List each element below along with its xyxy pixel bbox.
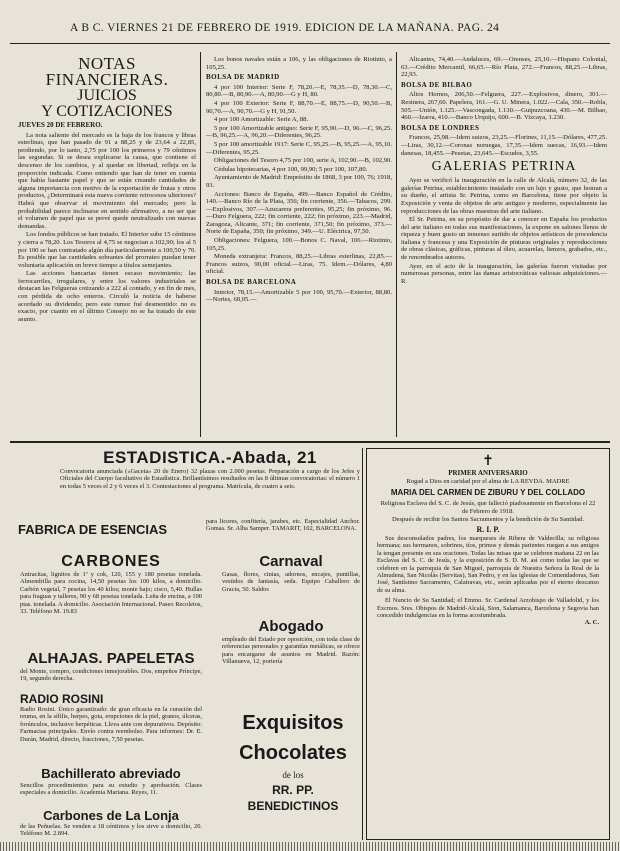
ad-alhajas (20, 650, 202, 690)
section-head-madrid: BOLSA DE MADRID (206, 73, 280, 82)
ad-text: empleado del Estado por oposición, con toda clase de referencias personales y garantías metálicas, se ofrece para encargarse de asuntos en Madrid. Razón: Villanueva, 12, portería (222, 636, 360, 666)
title-juicios: JUICIOS (77, 87, 137, 104)
quote-line: Interior, 78,15.—Amortizable 5 por 100, 95,70.—Exterior, 88,80.—Nortes, 68,05.— (206, 288, 392, 304)
esquela-name: MARIA DEL CARMEN DE ZIBURU Y DEL COLLADO (390, 488, 586, 497)
ad-chocolates (226, 702, 360, 840)
column-financial-notes (18, 56, 196, 436)
esquela-head: PRIMER ANIVERSARIO (448, 469, 528, 477)
page-header: A B C. VIERNES 21 DE FEBRERO DE 1919. EDICION DE LA MAÑANA. PAG. 24 (70, 22, 500, 34)
ad-text: Sencillos procedimientos para su estudio y aprobación. Clases especiales a domicilio. Academia Mariana. Reyes, 11. (20, 782, 202, 797)
ad-text: Antracitas, lignitos de 1ª y cok, 120, 155 y 180 pesetas tonelada. Almendrilla para cocina, 14,50 pesetas los 100 kilos, a domicilio. Carbón vegetal, 7 pesetas los 40 kilos; monte bajo; cisco, 5,40. Hullas para fraguas y talleres, 90 y 68 pesetas tonelada. Leña de encina, a 100 ptas. tonelada. A domicilio. Asociación Internacional. Paseo Recoletos, 33. Teléfono M. 19.83 (20, 571, 202, 616)
ad-title: FABRICA DE ESENCIAS (18, 522, 168, 537)
paragraph: Ayer, en el acto de la inauguración, las galerías fueron visitadas por numerosas personas, entre las damas aristocráticas valiosas adquisiciones.—R. (401, 262, 607, 285)
section-rule (10, 441, 610, 443)
scan-border (0, 842, 620, 851)
esquela-head: Rogad a Dios en caridad por el alma de LA REVDA. MADRE (406, 478, 570, 485)
quote-line: 5 por 100 amortizable 1917: Serie C, 95,25.—B, 95,25.—A, 95,10.—Diferentes, 95,25. (206, 140, 392, 156)
quote-line: Ayuntamiento de Madrid: Empréstito de 1868, 3 por 100, 76; 1918, 93. (206, 174, 392, 189)
section-head-londres: BOLSA DE LONDRES (401, 123, 480, 132)
paragraph: Ayer se verificó la inauguración en la calle de Alcalá, número 32, de las galerías Petrina, establecimiento instalado con un lujo y gusto, que honran a su dueño, el artista Sr. Petrina, como en Barcelona, tiene por objeto la Exposición y venta de objetos de arte antiguo y moderno, especialmente las reproducciones de las obras maestras del arte italiano. (401, 177, 607, 215)
paragraph: La nota saliente del mercado es la baja de los francos y libras esterlinas, que han pasado de 91 a 88,25 y de 23,64 a 22,85, perdiendo, por lo tanto, 2,75 por 100 los primeros y 79 céntimos las segundas. Si se desea explicarse la causa, que contiene el descenso de los cambios, y al quedar en libertad, refleja en la proporción indicada. Como entiendo que han de tener en cuenta que había bastante papel y que se están creando cantidades de alguna importancia con motivo de la exportación de frutas y otros productos, ¿Determinará esta nueva corriente retrocesos ulteriores? Habrá que observar el movimiento del mercado; pero la probabilidad parece inclinarse en sentido afirmativo, a no ser que el volumen de papel que se prevé quede neutralizado con nuevas demandas. (18, 131, 196, 230)
paragraph: Los bonos navales están a 106, y las obligaciones de Riotinto, a 105,25. (206, 56, 392, 71)
ad-esencias (18, 516, 360, 550)
ad-title: Carnaval (259, 553, 323, 570)
esquela-head: Religiosa Esclava del S. C. de Jesús, que falleció piadosamente en Barcelona el 22 de Febrero de 1918. (380, 500, 596, 515)
ad-bachillerato (20, 766, 202, 804)
ad-title: Abogado (258, 618, 324, 635)
title-galerias-petrina: GALERIAS PETRINA (431, 159, 577, 175)
header-rule (10, 43, 610, 44)
column-divider (200, 52, 201, 437)
quote-line: Obligaciones: Felguera, 100.—Bonos C. Naval, 106.—Riotinto, 105,25. (206, 237, 392, 252)
quote-line: Francos, 25,98.—Idem suizos, 23,25.—Florines, 11,15.—Dólares, 477,25.—Liras, 30,12.—Coronas noruegas, 17,35.—Idem suecas, 16,93.—Idem danesas, 18,455.—Pesetas, 23,645.—Escudos, 3,55. (401, 134, 607, 157)
ad-line: Exquisitos (242, 712, 344, 734)
quote-line: Acciones: Banco de España, 499.—Banco Español de Crédito, 140.—Banco Río de la Plata, 356; fin corriente, 356.—Tabacos, 299.—Explosivos, 307.—Azucarera preferentes, 95,25; fin próximo, 96.—Duro Felguera, 222; fin corriente, 222; fin próximo, 223.—Madrid, Zaragoza, Alicante, 371; fin corriente, 371,50; fin próximo, 373.—Norte de España, 350; fin próximo, 349.—U. Eléctrica, 97,50. (206, 190, 392, 236)
ad-text: del Monte, compro, condiciones inmejorables. Dos, empeños Príncipe, 19, segundo derecha. (20, 668, 202, 683)
quote-line: Cédulas hipotecarias, 4 por 100, 99,90; 5 por 100, 107,80. (214, 165, 368, 173)
ad-line: Chocolates (239, 742, 347, 764)
ad-carbones-lonja (20, 808, 202, 840)
ad-title: Bachillerato abreviado (41, 766, 181, 781)
quote-line: 4 por 100 Exterior: Serie F, 88,70.—E, 88,75.—D, 90,50.—B, 90,70.—A, 90,70.—G y H, 91,50. (206, 99, 392, 115)
esquela-rip: R. I. P. (476, 525, 500, 534)
column-bolsa-madrid (206, 56, 392, 436)
title-notas-financieras: NOTAS FINANCIERAS. (45, 56, 169, 89)
quote-line: Obligaciones del Tesoro 4,75 por 100, serie A, 102,90.—B, 102,90. (214, 157, 392, 165)
quote-line: 4 por 100 Interior: Serie F, 78,20.—E, 78,35.—D, 78,30.—C, 80,80.—B, 80,90.—A, 80,90.—G y H, 80. (206, 83, 392, 99)
ad-text: Radio Rosini. Único garantizado: de gran eficacia en la curación del reuma, en la sífilis, herpes, gota, erupciones de la piel, granos, úlceras, forúnculos, inclusive herpéticas. Lleva ante con depurativos. Depósito: Farmacias principales. Envío contra reembolso. Para informes: Dr. E. Durán, Madrid, directo, fracciones, 7,50 pesetas. (20, 706, 202, 743)
quote-line: Moneda extranjera: Francos, 88,25.—Libras esterlinas, 22,85.—Francos suizos, 90,00 oficial.—Liras, 75. Idem.—Dólares, 4,80 oficial. (206, 253, 392, 276)
quote-line: 4 por 100 Amortizable: Serie A, 88. (214, 116, 309, 124)
ad-carnaval (222, 553, 360, 613)
esquela-head: Después de recibir los Santos Sacramentos y la bendición de Su Santidad. (391, 516, 585, 523)
ad-title: Carbones de La Lonja (43, 808, 179, 823)
ad-text: Gasas, flores, cintas, adornos, encajes, puntillas, vestidos de fantasía, seda. Equipo Caballero de Gracia, 50. Saldos (222, 571, 360, 593)
paragraph: Los fondos públicos se han tratado. El Interior sube 15 céntimos y cierra a 78,20. Los Tesoros al 4,75 se negocian a 102,90; los al 5 por 100 se han contratado algún día particularmente a 100,50 y 70. Es posible que las cantidades sobrantes del prorrateo puedan tener voluntaria aplicación en breve tiempo a títulos semejantes. (18, 231, 196, 269)
cross-icon: ✝ (482, 454, 494, 469)
ad-line: de los (282, 770, 304, 780)
paragraph: El Sr. Petrina, en su propósito de dar a conocer en España los productos del arte italiano en todas sus manifestaciones, la expone en salones llenos de riqueza y buen gusto un inmenso surtido de objetos artísticos de procedencia italiana y francesa y una Exposición de pinturas originales y reproducciones de obras clásicas, gráficas, pinturas al óleo, acuarelas, lienzos, grabados, etc., de renombrados autores. (401, 216, 607, 262)
title-cotizaciones: Y COTIZACIONES (41, 103, 173, 120)
ad-esquela (366, 448, 610, 840)
quote-line: Alicantes, 74,40.—Andaluces, 69.—Orenses, 25,10.—Hispano Colonial, 63.—Crédito Mercantil, 66,65.—Río Plata, 272.—Francos, 88,25.—Libras, 22,93. (401, 56, 607, 79)
ad-title: RADIO ROSINI (20, 692, 104, 706)
ad-line: RR. PP. BENEDICTINOS (247, 783, 339, 813)
quote-line: Altos Hornos, 206,50.—Felguera, 227.—Explosivos, dinero, 301.—Resinera, 267,60. Papelera, 161.—G. U. Minera, 1.022.—Cala, 350.—Robla, 505.—Unión, 1.125.—Vascongada, 1.130.—Guipuzcoana, 430.—M. Bilbao, 460.—Izarra, 410.—Banco Urquijo, 600.—B. Vizcaya, 1.230. (401, 91, 607, 122)
ad-radio-rosini (20, 692, 202, 762)
section-head-bilbao: BOLSA DE BILBAO (401, 80, 473, 89)
paragraph: Las acciones bancarias tienen escaso movimiento; las ferrocarriles, irregulares, y entre los valores industriales se destacan las Felgueras cotizando a 222 al contado, y en fin de mes, con pérdida de ocho enteros. Circuló la noticia de haberse acordado su dividendo; pero este rumor fué desmentido: no es exacto, por cuanto en el último Consejo no se ha tratado de este asunto. (18, 270, 196, 323)
dateline: JUEVES 20 DE FEBRERO. (18, 121, 103, 129)
esquela-corner: A. C. (584, 619, 599, 627)
ad-carbones (20, 553, 202, 648)
ad-title: CARBONES (61, 553, 161, 570)
column-divider (396, 52, 397, 437)
esquela-body: Sus desconsolados padres, los marqueses de Ribera de Valdecilla; su religiosa hermana; sus hermanos, sobrinos, tíos, primos y demás parientes ruegan a sus amigos la tengan presente en sus oraciones. Todas las misas que se celebren mañana 22 en las Esclavas del S. C. de Jesús, y la exposición de S. D. M. así como todas las que se celebren en la parroquia de San Miguel, parroquia de Nuestra Señora la Real de la Almudena, San Nicolás (Servitas), San Pedro, y en las iglesias de Comendadoras, San José, Santísimo Sacramento, Calatravas, etc., serán aplicadas por el eterno descanso de su alma. (377, 535, 599, 594)
column-bilbao-londres (401, 56, 607, 436)
ad-text: Convocatoria anunciada («Gaceta» 20 de Enero) 32 plazas con 2.000 pesetas. Preparación a cargo de los Jefes y Oficiales del Cuerpo facultativo de Estadística. Brillantísimos resultados en las 8 últimas convocatorias: el número 1 en todas 5 veces el 2 y 6 veces el 3. Contestaciones al programa. Matrícula, de cuatro a seis. (60, 468, 360, 490)
ad-text: para licores, confitería, jarabes, etc. Especialidad Anchor. Gomas. Sr. Alba Samper. TAMARIT, 102, BARCELONA. (206, 518, 360, 533)
ad-text: de las Peñuelas. Se venden a 18 céntimos y los sirve a domicilio, 20. Teléfono M. 2.894. (20, 823, 202, 838)
ad-abogado (222, 618, 360, 698)
esquela-footer: El Nuncio de Su Santidad; el Emmo. Sr. Cardenal Arzobispo de Valladolid, y los Excmos. Sres. Obispos de Madrid-Alcalá, Sion, Salamanca, Barcelona y Segovia han concedido indulgencias en la forma acostumbrada. (377, 597, 599, 620)
ads-divider (362, 448, 363, 840)
ad-estadistica (60, 448, 360, 510)
ad-title: ESTADISTICA.-Abada, 21 (103, 448, 317, 467)
quote-line: 5 por 100 Amortizable antiguo: Serie F, 95,90.—D, 96.—C, 96,25.—B, 96,25.—A, 96,20.—Diferentes, 96,25. (206, 124, 392, 140)
section-head-barcelona: BOLSA DE BARCELONA (206, 278, 297, 287)
ad-title: ALHAJAS. PAPELETAS (27, 650, 195, 667)
